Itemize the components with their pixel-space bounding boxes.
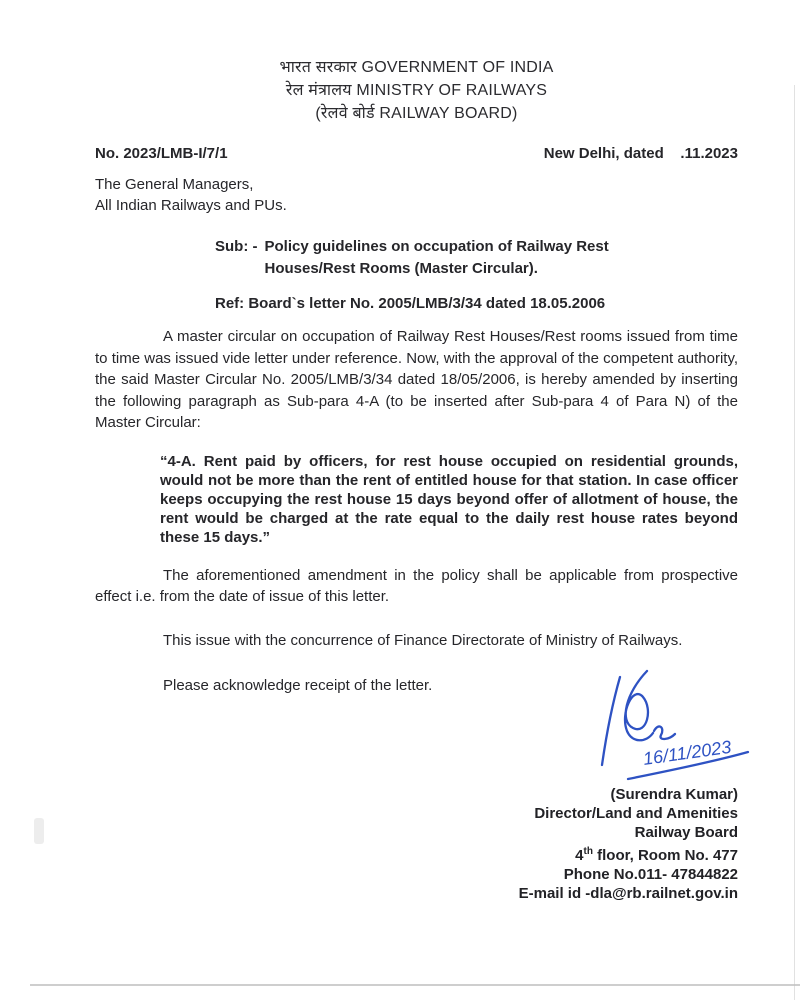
addressee-line-1: The General Managers, — [95, 176, 254, 193]
amendment-quote-paragraph: “4-A. Rent paid by officers, for rest house occupied on residential grounds, would not be more than the rent of entitled house for that station. In case officer keeps occupying the rest house 15 days beyond offer of allotment of house, the rent would be charged at the rate equal to the daily rest house rates beyond these 15 days.” — [160, 452, 738, 546]
floor-ordinal-suffix: th — [583, 845, 593, 857]
signature-area — [95, 697, 738, 785]
signatory-name: (Surendra Kumar) — [610, 785, 738, 803]
scan-artifact-right-edge — [794, 85, 795, 1000]
scan-artifact-bottom-edge — [30, 984, 800, 986]
signatory-phone: Phone No.011- 47844822 — [563, 865, 738, 883]
signatory-organization: Railway Board — [634, 823, 738, 841]
letter-number: No. 2023/LMB-I/7/1 — [95, 145, 228, 162]
signatory-address — [95, 842, 738, 865]
body-paragraph-2: The aforementioned amendment in the policy shall be applicable from prospective effect i.e. from the date of issue of this letter. — [95, 566, 738, 605]
signature-stroke-descender — [602, 677, 620, 765]
floor-number: 4 — [575, 846, 584, 864]
letter-content — [95, 56, 738, 903]
handwritten-date: 16/11/2023 — [641, 736, 733, 769]
body-paragraph-1: A master circular on occupation of Railway Rest Houses/Rest rooms issued from time to time was issued vide letter under reference. Now, with the approval of the competent authority, the said Master Circular No. 2005/LMB/3/34 dated 18/05/2006, is hereby amended by inserting the following paragraph as Sub-para 4-A (to be inserted after Sub-para 4 of Para N) of the Master Circular: — [95, 328, 738, 431]
letterhead-line-government: भारत सरकार GOVERNMENT OF INDIA — [279, 59, 554, 76]
signature-stroke-main — [625, 671, 653, 740]
place-and-date: New Delhi, dated .11.2023 — [543, 145, 738, 162]
subject-label: Sub: - — [215, 238, 258, 255]
signatory-designation: Director/Land and Amenities — [534, 804, 738, 822]
letterhead — [95, 56, 738, 125]
addressee-line-2: All Indian Railways and PUs. — [95, 197, 287, 214]
addressee-block — [95, 174, 738, 216]
subject-text: Policy guidelines on occupation of Railway Rest Houses/Rest Rooms (Master Circular). — [264, 238, 609, 277]
scan-artifact-smudge — [34, 818, 44, 844]
letterhead-line-ministry: रेल मंत्रालय MINISTRY OF RAILWAYS — [285, 82, 548, 99]
signatory-block — [95, 785, 738, 903]
reference-letter-line: Ref: Board`s letter No. 2005/LMB/3/34 dated 18.05.2006 — [215, 295, 606, 312]
address-rest: floor, Room No. 477 — [592, 846, 738, 864]
reference-date-row — [95, 145, 738, 162]
subject-line — [215, 236, 738, 280]
signature-stroke-tail — [654, 726, 675, 739]
letterhead-line-board: (रेलवे बोर्ड RAILWAY BOARD) — [315, 105, 518, 122]
signatory-email: E-mail id -dla@rb.railnet.gov.in — [518, 884, 738, 902]
handwritten-signature — [516, 665, 756, 795]
body-paragraph-3: This issue with the concurrence of Finance Directorate of Ministry of Railways. — [163, 631, 683, 649]
body-paragraph-4: Please acknowledge receipt of the letter. — [163, 677, 433, 694]
